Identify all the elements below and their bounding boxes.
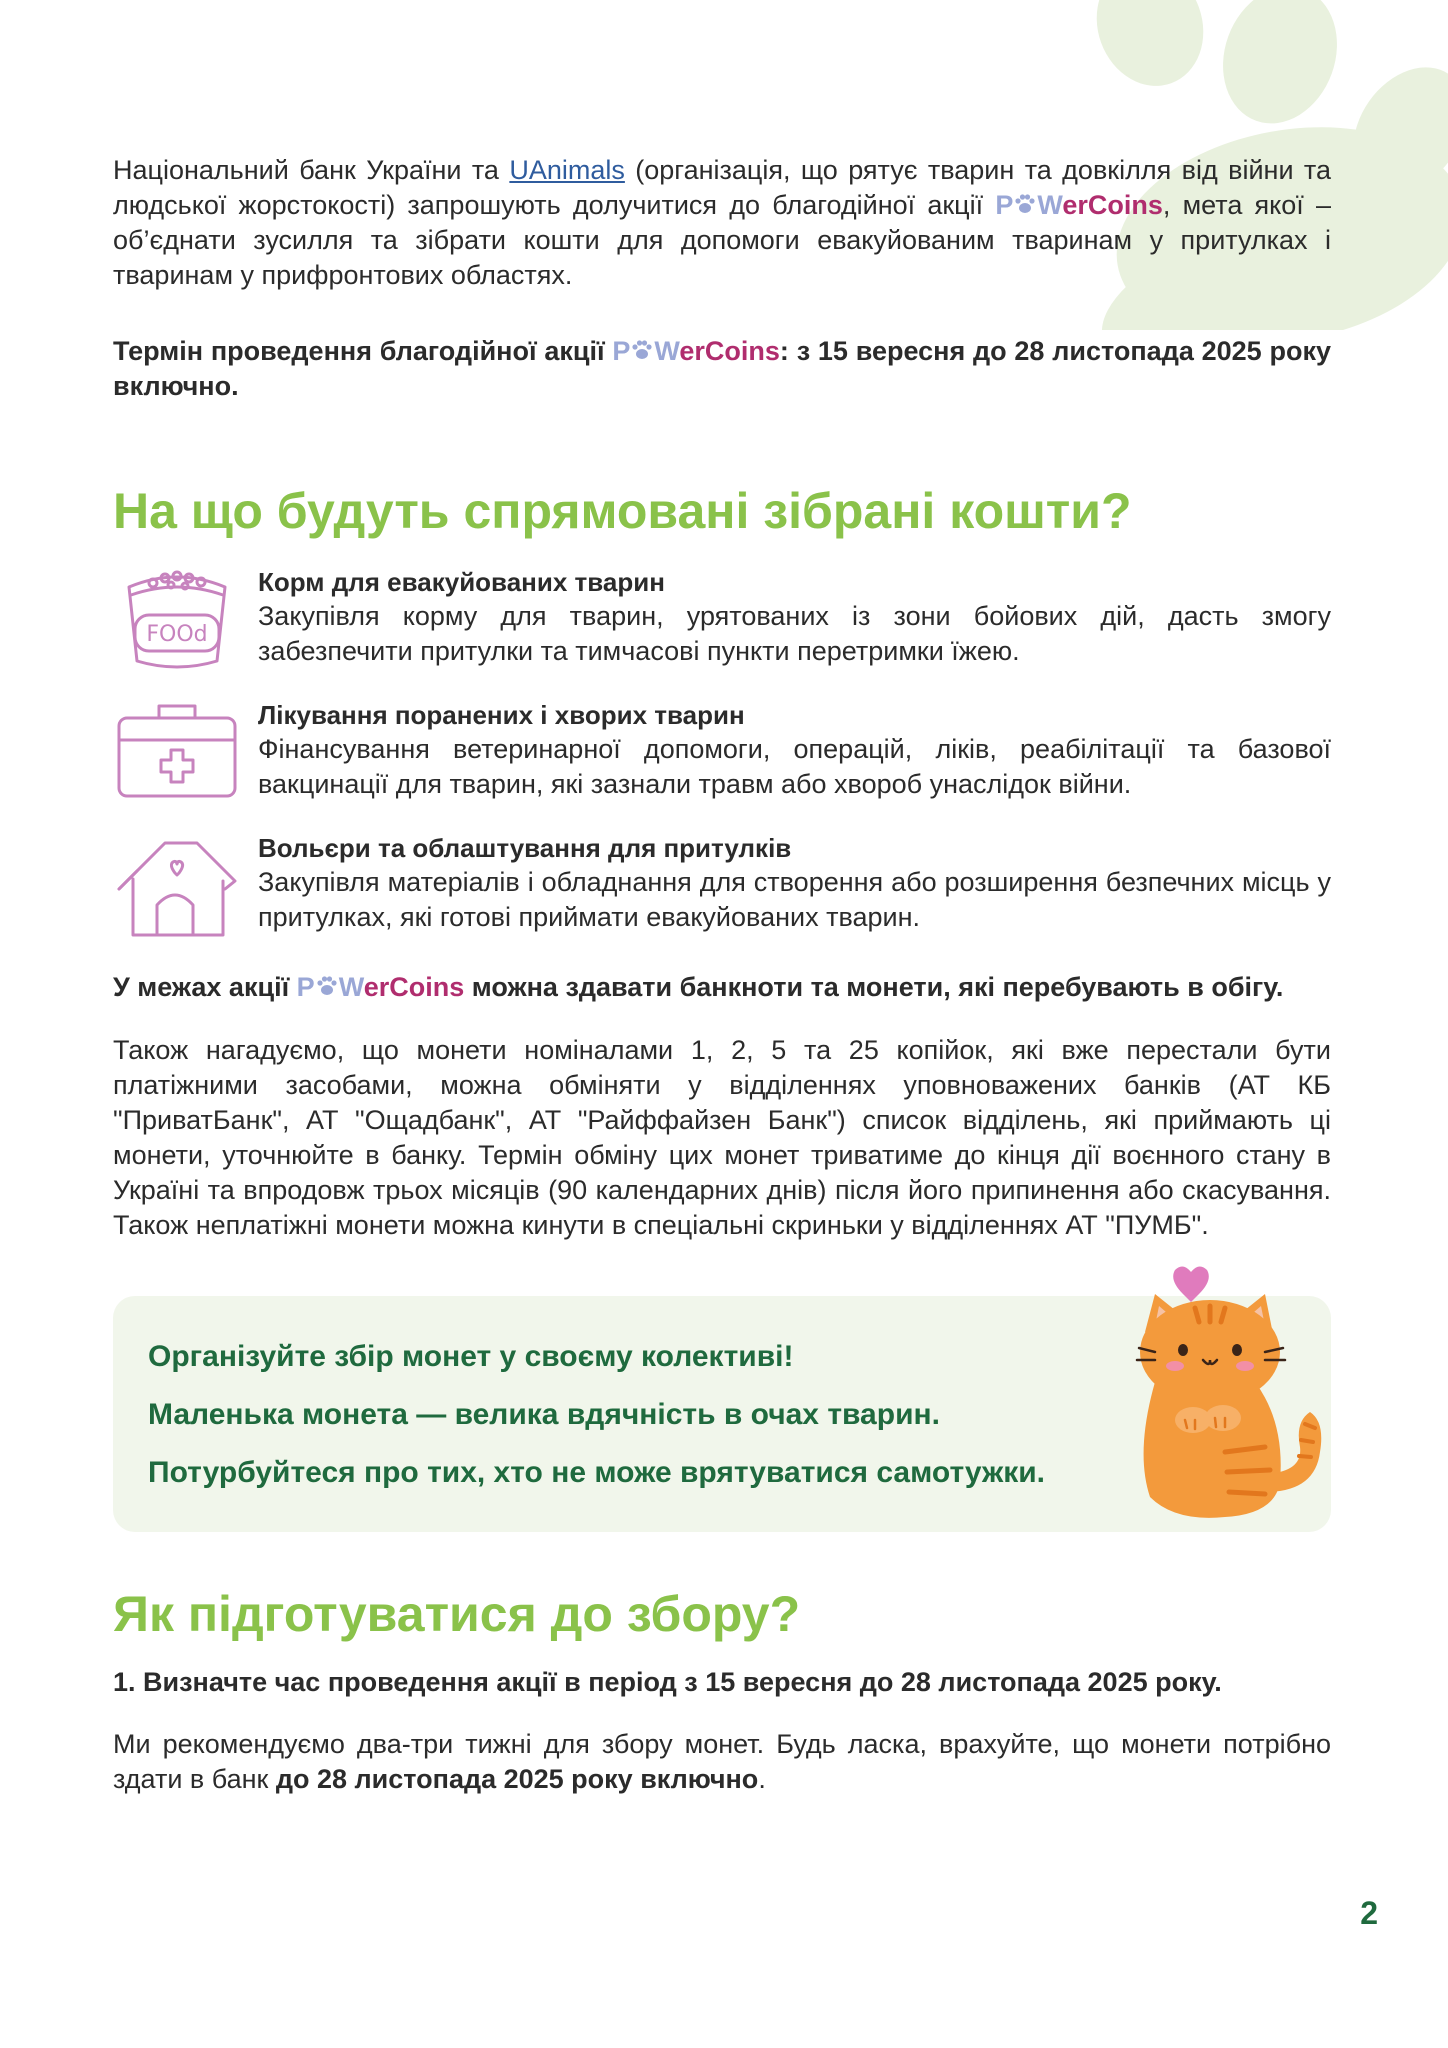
paw-icon bbox=[316, 975, 338, 997]
aid-text bbox=[258, 565, 1331, 669]
powercoins-brand: P WerCoins bbox=[995, 190, 1163, 220]
svg-text:FOOd: FOOd bbox=[146, 622, 208, 647]
intro-paragraph bbox=[113, 153, 1331, 293]
first-aid-kit-icon bbox=[113, 698, 241, 808]
powercoins-brand: P WerCoins bbox=[296, 972, 465, 1002]
term-section bbox=[113, 334, 1331, 404]
aid-description: Закупівля матеріалів і обладнання для створення або розширення безпечних місць у притулках, які готові приймати евакуйованих тварин. bbox=[258, 867, 1331, 932]
aid-text bbox=[258, 698, 1331, 802]
term-paragraph: Термін проведення благодійної акції P WerCoins: з 15 вересня до 28 листопада 2025 року включно. bbox=[113, 336, 1331, 401]
section-funds bbox=[113, 481, 1331, 541]
intro-text: (організація, що рятує тварин та довкілля від війни та людської жорстокості) запрошують долучитися до благодійної акції bbox=[113, 155, 1332, 220]
paw-icon bbox=[1014, 193, 1036, 215]
intro-text: Національний банк України та bbox=[113, 155, 510, 185]
step-title: 1. Визначте час проведення акції в період з 15 вересня до 28 листопада 2025 року. bbox=[113, 1667, 1222, 1697]
aid-title: Корм для евакуйованих тварин bbox=[258, 567, 665, 597]
banknotes-paragraph: У межах акції P WerCoins можна здавати банкноти та монети, які перебувають в обігу. bbox=[113, 972, 1284, 1002]
callout-line: Організуйте збір монет у своєму колективі! bbox=[148, 1340, 794, 1373]
intro-text: , мета якої – об’єднати зусилля та зібрати кошти для допомоги евакуйованим тваринам у притулках і тваринам у прифронтових областях. bbox=[113, 190, 1331, 290]
aid-title: Лікування поранених і хворих тварин bbox=[258, 700, 745, 730]
step-1-text bbox=[113, 1727, 1331, 1797]
aid-description: Фінансування ветеринарної допомоги, операцій, ліків, реабілітації та базової вакцинації для тварин, які зазнали травм або хвороб унаслідок війни. bbox=[258, 734, 1331, 799]
powercoins-brand: P WerCoins bbox=[612, 336, 780, 366]
banknotes-note bbox=[113, 970, 1331, 1005]
paw-icon bbox=[631, 339, 653, 361]
callout-line: Маленька монета — велика вдячність в очах тварин. bbox=[148, 1398, 940, 1431]
doghouse-icon bbox=[113, 831, 241, 941]
step-1 bbox=[113, 1665, 1331, 1700]
coins-paragraph: Також нагадуємо, що монети номіналами 1, 2, 5 та 25 копійок, які вже перестали бути платіжними засобами, можна обміняти у відділеннях уповноважених банків (АТ КБ "ПриватБанк", АТ "Ощадбанк", АТ "Райффайзен Банк") список відділень, які приймають ці монети, уточнюйте в банку. Термін обміну цих монет триватиме до кінця дії воєнного стану в Україні та впродовж трьох місяців (90 календарних днів) після його припинення або скасування. Також неплатіжні монети можна кинути в спеціальні скриньки у відділеннях АТ "ПУМБ". bbox=[113, 1035, 1331, 1240]
section-heading: Як підготуватися до збору? bbox=[113, 1586, 801, 1642]
intro-section bbox=[113, 153, 1331, 293]
page-number: 2 bbox=[1360, 1895, 1378, 1931]
section-heading: На що будуть спрямовані зібрані кошти? bbox=[113, 483, 1132, 539]
aid-list bbox=[113, 565, 1331, 945]
callout-line: Потурбуйтеся про тих, хто не може врятуватися самотужки. bbox=[148, 1456, 1046, 1489]
aid-description: Закупівля корму для тварин, урятованих із зони бойових дій, дасть змогу забезпечити притулки та тимчасові пункти перетримки їжею. bbox=[258, 601, 1331, 666]
coins-note bbox=[113, 1033, 1331, 1243]
step-description: Ми рекомендуємо два-три тижні для збору монет. Будь ласка, врахуйте, що монети потрібно здати в банк до 28 листопада 2025 року включно. bbox=[113, 1729, 1331, 1794]
uanimals-link[interactable]: UAnimals bbox=[509, 155, 625, 185]
aid-title: Вольєри та облаштування для притулків bbox=[258, 833, 792, 863]
cat-illustration-icon bbox=[1115, 1252, 1345, 1542]
food-bag-icon bbox=[113, 565, 241, 675]
aid-text bbox=[258, 831, 1331, 935]
section-prepare bbox=[113, 1584, 1331, 1644]
